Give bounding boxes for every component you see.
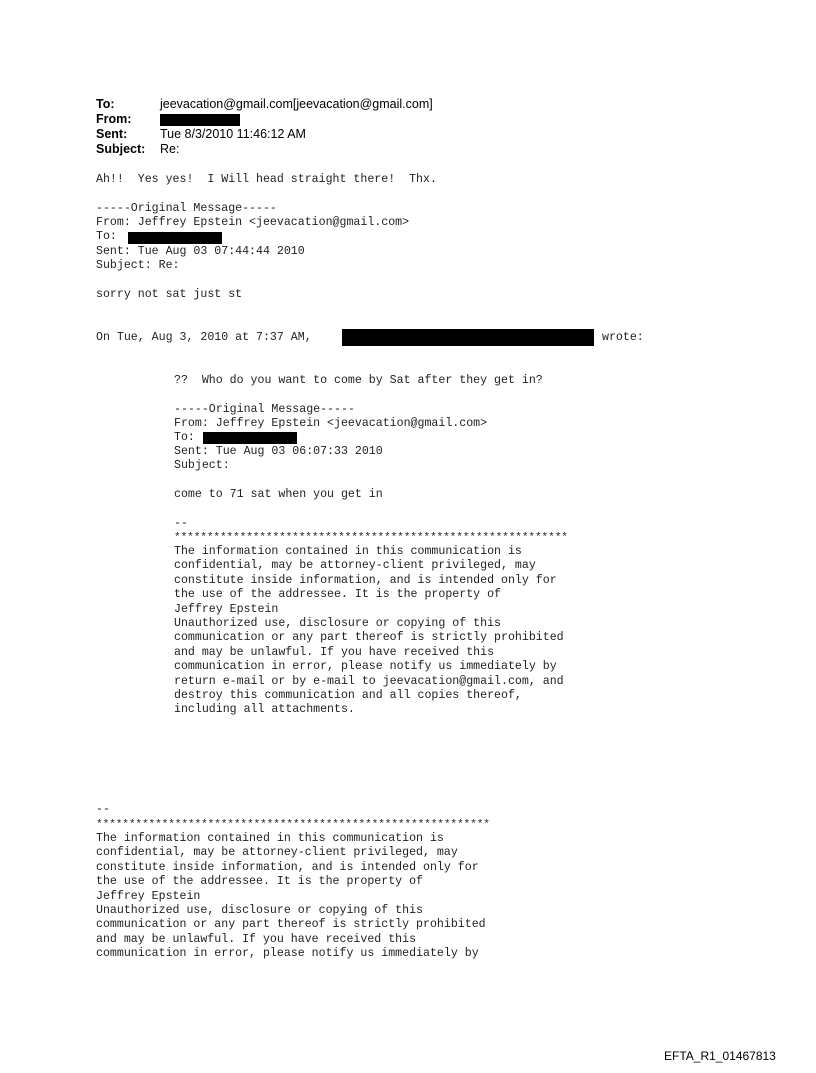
bottom-stars: ************************************************************ — [96, 819, 490, 831]
quote-intro-prefix: On Tue, Aug 3, 2010 at 7:37 AM, — [96, 331, 312, 344]
sent-value: Tue 8/3/2010 11:46:12 AM — [160, 127, 306, 141]
quoted-to-redaction — [203, 432, 297, 444]
original1-subject: Subject: Re: — [96, 259, 180, 272]
quoted-stars: ************************************************************ — [174, 532, 568, 544]
original1-to-label: To: — [96, 230, 117, 243]
email-header — [96, 97, 556, 159]
quote-intro-redaction — [342, 329, 594, 346]
to-label: To: — [96, 97, 115, 111]
quoted-subject: Subject: — [174, 459, 230, 472]
quoted-body: come to 71 sat when you get in — [174, 488, 383, 501]
original1-body: sorry not sat just st — [96, 288, 243, 301]
quoted-disclaimer: The information contained in this communication is confidential, may be attorney-client privileged, may constitute inside information, and is intended only for the use of the addressee. It is the property of Jeffrey Epstein Unauthorized use, disclosure or copying of this communication or any part thereof is strictly prohibited and may be unlawful. If you have received this communication in error, please notify us immediately by return e-mail or by e-mail to jeevacation@gmail.com, and destroy this communication and all copies thereof, including all attachments. — [174, 545, 564, 717]
quoted-dashes: -- — [174, 517, 188, 530]
subject-label: Subject: — [96, 142, 146, 156]
quote-intro-suffix: wrote: — [602, 331, 644, 344]
document-id: EFTA_R1_01467813 — [664, 1049, 776, 1063]
original1-from: From: Jeffrey Epstein <jeevacation@gmail.com> — [96, 216, 410, 229]
original1-separator: -----Original Message----- — [96, 202, 277, 215]
quoted-question: ?? Who do you want to come by Sat after they get in? — [174, 374, 543, 387]
quoted-from: From: Jeffrey Epstein <jeevacation@gmail.com> — [174, 417, 488, 430]
sent-label: Sent: — [96, 127, 128, 141]
reply-body: Ah!! Yes yes! I Will head straight there! Thx. — [96, 173, 437, 186]
quoted-to-label: To: — [174, 431, 195, 444]
original1-to-redaction — [128, 232, 222, 244]
quoted-sent: Sent: Tue Aug 03 06:07:33 2010 — [174, 445, 383, 458]
from-redaction — [160, 114, 240, 126]
original1-sent: Sent: Tue Aug 03 07:44:44 2010 — [96, 245, 305, 258]
quoted-separator: -----Original Message----- — [174, 403, 355, 416]
bottom-disclaimer: The information contained in this communication is confidential, may be attorney-client privileged, may constitute inside information, and is intended only for the use of the addressee. It is the property of Jeffrey Epstein Unauthorized use, disclosure or copying of this communication or any part thereof is strictly prohibited and may be unlawful. If you have received this communication in error, please notify us immediately by — [96, 832, 486, 961]
from-label: From: — [96, 112, 132, 126]
subject-value: Re: — [160, 142, 180, 156]
to-value: jeevacation@gmail.com[jeevacation@gmail.com] — [160, 97, 433, 111]
bottom-dashes: -- — [96, 803, 110, 816]
